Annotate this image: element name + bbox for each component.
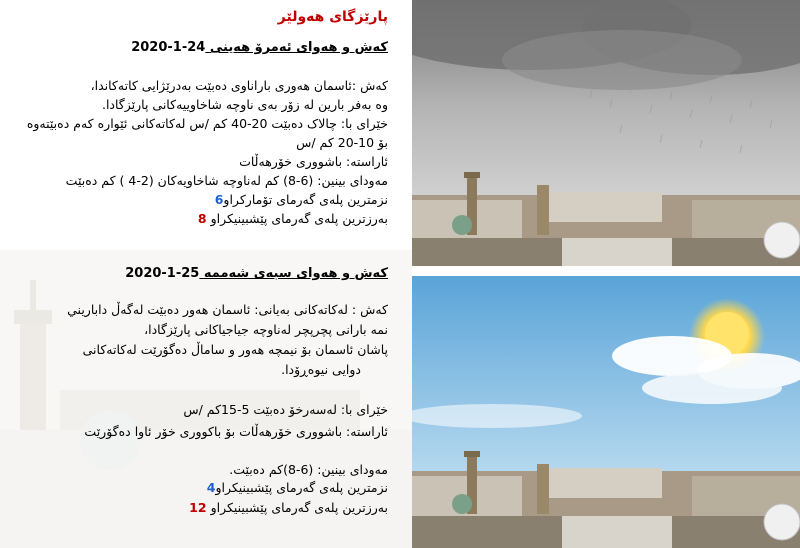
day2-min-label: نزمترین پلەی گەرمای پێشبینیکراو [215,480,388,495]
day1-max-temp [198,211,388,227]
day1-line-6: مەودای بینین: (6-8) کم لەناوچە شاخاویەکان (2-4 ) کم دەبێت [65,173,388,188]
day1-line-3: خێرای با: چالاک دەبێت 20-40 کم /س لەکاتەکانی ئێوارە کەم دەبێتەوە [26,116,388,131]
day1-line-5: ئاراستە: باشووری خۆرهەڵات [239,154,388,169]
day1-min-label: نزمترین پلەی گەرمای تۆمارکراو [223,192,388,207]
day1-line-4: بۆ 10-20 کم /س [296,135,388,150]
day2-min-value: 4 [206,480,216,495]
day2-date: 2020-1-25 [125,266,200,281]
city-title: پارێزگای هەولێر [277,9,388,25]
day1-max-value: 8 [197,211,207,226]
day1-max-label: بەرزترین پلەی گەرمای پێشبینیکراو [210,211,388,226]
day1-heading [131,40,388,55]
day2-heading-text: کەش و هەوای سبەی شەممە [203,266,388,281]
panel-divider [412,266,800,276]
day2-min-temp [207,480,388,496]
day2-line-2: نمە بارانی پچرپچر لەناوچە جیاجیاکانی پارێزگادا، [144,322,388,337]
day1-date: 2020-1-24 [131,40,206,55]
rainy-weather-photo [412,0,800,266]
day2-max-value: 12 [189,500,207,515]
day1-line-1: کەش :ئاسمان هەوری باراناوی دەبێت بەدرێژایی کاتەکاندا، [90,78,388,93]
day2-line-6: ئاراستە: باشووری خۆرهەڵات بۆ باکووری خۆر ئاوا دەگۆرێت [84,424,388,439]
day1-line-2: وە بەفر بارین لە زۆر بەی ناوچە شاخاوییەکانی پارێزگادا. [101,97,388,112]
day2-line-3: پاشان ئاسمان بۆ نیمچە هەور و ساماڵ دەگۆرێت لەکاتەکانی [82,342,388,357]
day1-min-value: 6 [214,192,224,207]
day2-line-5: خێرای با: لەسەرخۆ دەبێت 5-15کم /س [183,402,388,417]
day2-line-7: مەودای بینین: (6-8)کم دەبێت. [229,462,388,477]
day2-line-4: دوایی نیوەڕۆدا. [281,362,361,377]
sunny-cloudy-weather-photo [412,276,800,548]
forecast-text-column [8,0,406,548]
day2-heading [125,266,388,281]
day2-max-label: بەرزترین پلەی گەرمای پێشبینیکراو [210,500,388,515]
day1-heading-text: کەش و هەوای ئەمرۆ هەینی [209,40,388,55]
day2-max-temp [189,500,388,516]
day1-min-temp [215,192,388,208]
day2-line-1: کەش : لەکاتەکانی بەیانی: ئاسمان هەور دەبێت لەگەڵ داباریني [67,302,388,317]
